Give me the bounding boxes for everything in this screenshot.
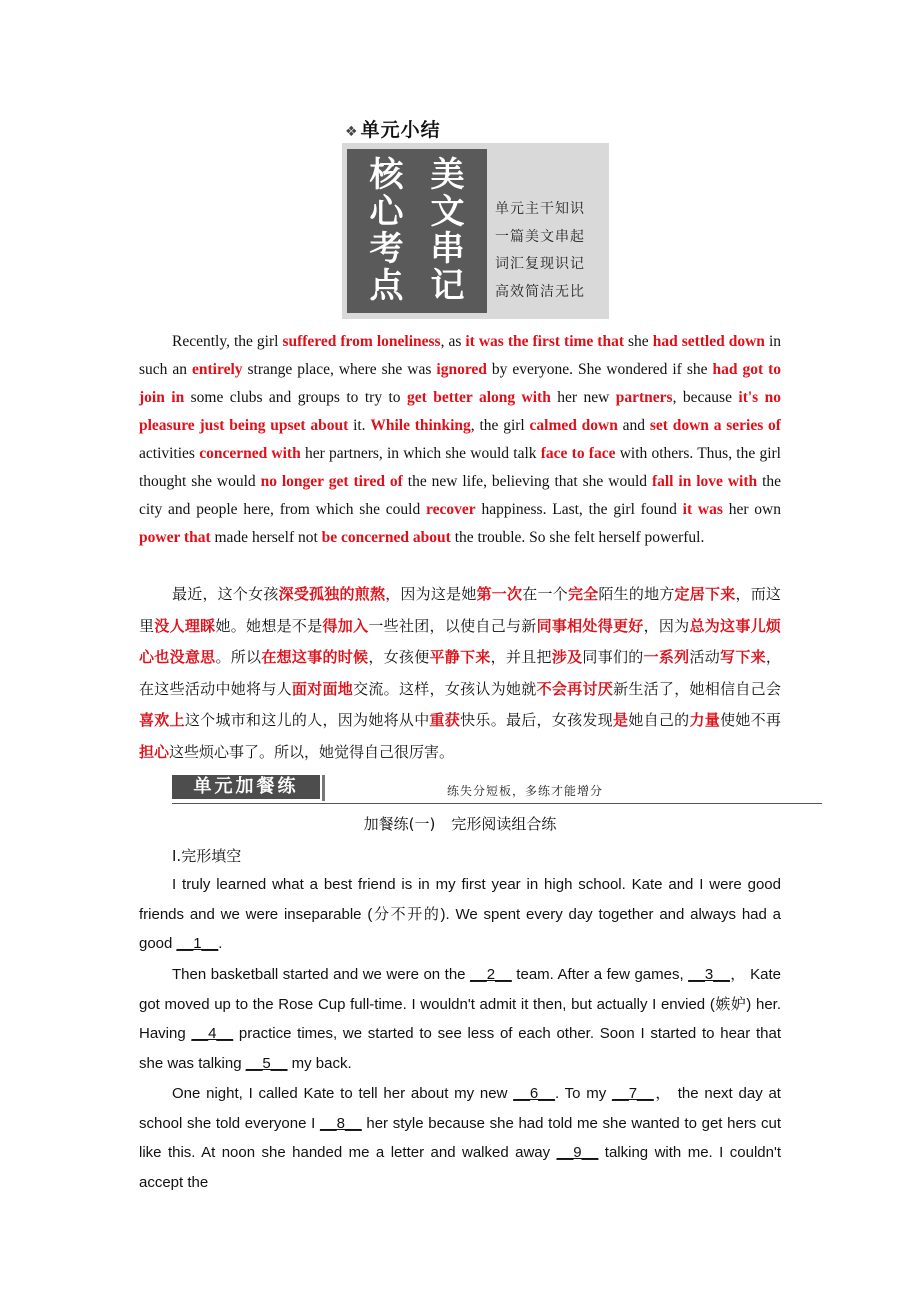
banner-char: 记	[430, 266, 465, 306]
highlighted-phrase: 面对面地	[291, 679, 354, 698]
cloze-blank: __6__	[513, 1085, 555, 1102]
core-points-banner	[342, 143, 609, 319]
highlighted-phrase: no longer get tired of	[260, 473, 403, 490]
highlighted-phrase: 第一次	[476, 585, 523, 603]
cloze-blank: __1__	[176, 935, 219, 952]
highlighted-phrase: power that	[139, 529, 211, 546]
english-passage	[139, 328, 781, 552]
text-run: , because	[672, 389, 739, 406]
text-run: she	[624, 333, 653, 350]
text-run: 陌生的地方	[598, 585, 675, 603]
text-run: the new life, believing that she would	[402, 473, 652, 490]
text-run: Then basketball started and we were on the	[172, 966, 471, 983]
highlighted-phrase: 在想这事的时候	[261, 648, 369, 666]
text-run: her style because she had told me she wanted to get hers cut like this. At noon she handed me a letter and walked away	[139, 1114, 781, 1161]
highlighted-phrase: 写下来	[720, 648, 766, 666]
text-run: my back.	[287, 1054, 352, 1072]
text-run: , as	[440, 333, 466, 350]
text-run: talking with me. I couldn't accept the	[139, 1144, 782, 1191]
cloze-blank: __2__	[470, 966, 512, 983]
exercise-title	[0, 813, 920, 834]
text-run: some clubs and groups to try to	[184, 389, 407, 406]
text-run: 。所以	[215, 648, 262, 666]
highlighted-phrase: calmed down	[529, 417, 618, 434]
cloze-paragraph	[139, 960, 781, 1078]
highlighted-phrase: 平静下来	[429, 648, 491, 666]
text-run: happiness. Last, the girl found	[475, 501, 683, 518]
banner-char: 串	[430, 229, 465, 269]
text-run: her partners, in which she would talk	[300, 445, 541, 462]
tag-edge	[322, 775, 325, 801]
highlighted-phrase: 深受孤独的煎熬	[278, 585, 386, 603]
text-run: activities	[139, 445, 200, 462]
highlighted-phrase: it was the first time that	[465, 333, 625, 350]
text-run: the city and people here, from which she could	[139, 473, 782, 518]
chinese-passage	[139, 579, 781, 768]
highlighted-phrase: 一系列	[643, 648, 690, 666]
text-run: in such an	[139, 333, 781, 378]
text-run: practice times, we started to see less of each other. Soon I started to hear that she was talking	[139, 1025, 782, 1072]
banner-lines	[495, 196, 585, 306]
banner-char: 核	[369, 155, 404, 195]
text-run: 这些烦心事了。所以，她觉得自己很厉害。	[169, 742, 455, 761]
highlighted-phrase: had got to join in	[139, 361, 781, 406]
cloze-blank: __9__	[556, 1144, 599, 1161]
text-run: , the girl	[470, 417, 530, 434]
exercise-title-b: 完形阅读组合练	[451, 815, 557, 833]
text-run: 在一个	[522, 585, 568, 603]
part-label: Ⅰ.完形填空	[172, 847, 242, 865]
highlighted-phrase: ignored	[436, 361, 487, 378]
text-run: strange place, where she was	[242, 361, 437, 378]
extra-practice-tag: 单元加餐练	[172, 775, 320, 799]
text-run: 她。她想是不是	[215, 616, 323, 635]
highlighted-phrase: recover	[426, 501, 476, 518]
text-run: 快乐。最后，女孩发现	[460, 711, 614, 729]
text-run: 她自己的	[628, 711, 690, 729]
highlighted-phrase: get better along with	[407, 389, 551, 406]
text-run: 使她不再	[720, 711, 781, 729]
highlighted-phrase: had settled down	[652, 333, 765, 350]
text-run: with others. Thus, the girl thought she would	[139, 445, 781, 490]
highlighted-phrase: 力量	[689, 711, 721, 729]
text-run: 新生活了，她相信自己会	[613, 679, 781, 698]
cloze-blank: __5__	[245, 1054, 288, 1072]
text-run: .	[218, 935, 223, 952]
cloze-blank: __7__	[612, 1085, 654, 1102]
text-run: it.	[348, 417, 371, 434]
text-run: 交流。这样，女孩认为她就	[353, 679, 537, 698]
highlighted-phrase: partners	[615, 389, 673, 406]
unit-summary-label: 单元小结	[360, 119, 441, 141]
banner-char: 点	[369, 266, 404, 306]
banner-char: 考	[369, 229, 404, 269]
highlighted-phrase: set down a series of	[649, 417, 781, 434]
text-run: by everyone. She wondered if she	[486, 361, 713, 378]
text-run: team. After a few games,	[511, 966, 689, 983]
extra-practice-bar	[172, 775, 822, 804]
text-run: the trouble. So she felt herself powerful.	[450, 529, 705, 546]
text-run: ，因为这是她	[385, 585, 477, 603]
extra-practice-hint: 练失分短板，多练才能增分	[447, 784, 604, 798]
diamond-icon: ❖	[345, 124, 359, 140]
text-run: ，而这里	[139, 585, 781, 635]
text-run: 一些社团，以使自己与新	[368, 616, 537, 635]
highlighted-phrase: 没人理睬	[154, 616, 216, 635]
highlighted-phrase: 同事相处得更好	[536, 616, 644, 635]
highlighted-phrase: it was	[682, 501, 723, 518]
highlighted-phrase: 是	[613, 711, 629, 729]
banner-line: 一篇美文串起	[495, 228, 585, 245]
text-run: ，女孩便	[368, 648, 430, 666]
cloze-blank: __4__	[191, 1025, 234, 1042]
highlighted-phrase: 涉及	[551, 648, 583, 666]
banner-line: 高效简洁无比	[495, 283, 585, 300]
cloze-blank: __8__	[319, 1114, 362, 1132]
banner-line: 词汇复现识记	[495, 256, 585, 272]
cloze-paragraph	[139, 870, 781, 959]
text-run: ，在这些活动中她将与人	[139, 648, 781, 698]
text-run: ， the next day at school she told everyone I	[139, 1085, 781, 1132]
text-run: ，因为	[643, 616, 690, 635]
highlighted-phrase: 总为这事儿烦心也没意思	[139, 616, 781, 666]
text-run: . To my	[554, 1085, 613, 1102]
text-run: 最近，这个女孩	[172, 585, 279, 603]
highlighted-phrase: 定居下来	[674, 585, 736, 603]
text-run: 活动	[689, 648, 721, 666]
banner-characters	[356, 157, 478, 305]
highlighted-phrase: While thinking	[370, 417, 471, 434]
banner-line: 单元主干知识	[495, 201, 585, 217]
text-run: I truly learned what a best friend is in my first year in high school. Kate and I were good friends and we were inseparable (分不开的). We spent every day together and always had a good	[139, 876, 781, 952]
exercise-title-a: 加餐练(一)	[363, 815, 436, 833]
text-run: Recently, the girl	[172, 333, 283, 350]
cloze-blank: __3__	[688, 966, 730, 983]
highlighted-phrase: suffered from loneliness	[282, 333, 441, 350]
text-run: ，并且把	[490, 648, 552, 666]
highlighted-phrase: fall in love with	[651, 473, 758, 490]
text-run: made herself not	[210, 529, 322, 546]
text-run: One night, I called Kate to tell her about my new	[172, 1085, 514, 1102]
text-run: 同事们的	[582, 648, 644, 666]
highlighted-phrase: concerned with	[199, 445, 301, 462]
cloze-paragraph	[139, 1079, 781, 1197]
banner-char: 美	[430, 155, 465, 195]
highlighted-phrase: 完全	[567, 585, 599, 603]
banner-char: 心	[369, 192, 404, 232]
text-run: ， Kate got moved up to the Rose Cup full-time. I wouldn't admit it then, but actually I envied (嫉妒) her. Having	[139, 966, 782, 1042]
text-run: and	[617, 417, 650, 434]
highlighted-phrase: 重获	[429, 711, 461, 729]
banner-char: 文	[430, 192, 465, 232]
text-run: her own	[722, 501, 781, 518]
highlighted-phrase: 不会再讨厌	[536, 679, 614, 698]
highlighted-phrase: 喜欢上	[139, 711, 185, 729]
text-run: her new	[550, 389, 616, 406]
highlighted-phrase: it's no pleasure just being upset about	[139, 389, 781, 434]
highlighted-phrase: entirely	[192, 361, 243, 378]
highlighted-phrase: be concerned about	[321, 529, 451, 546]
unit-summary-title	[345, 115, 441, 142]
highlighted-phrase: face to face	[540, 445, 616, 462]
highlighted-phrase: 得加入	[322, 616, 369, 635]
highlighted-phrase: 担心	[139, 742, 170, 761]
text-run: 这个城市和这儿的人，因为她将从中	[184, 711, 430, 729]
